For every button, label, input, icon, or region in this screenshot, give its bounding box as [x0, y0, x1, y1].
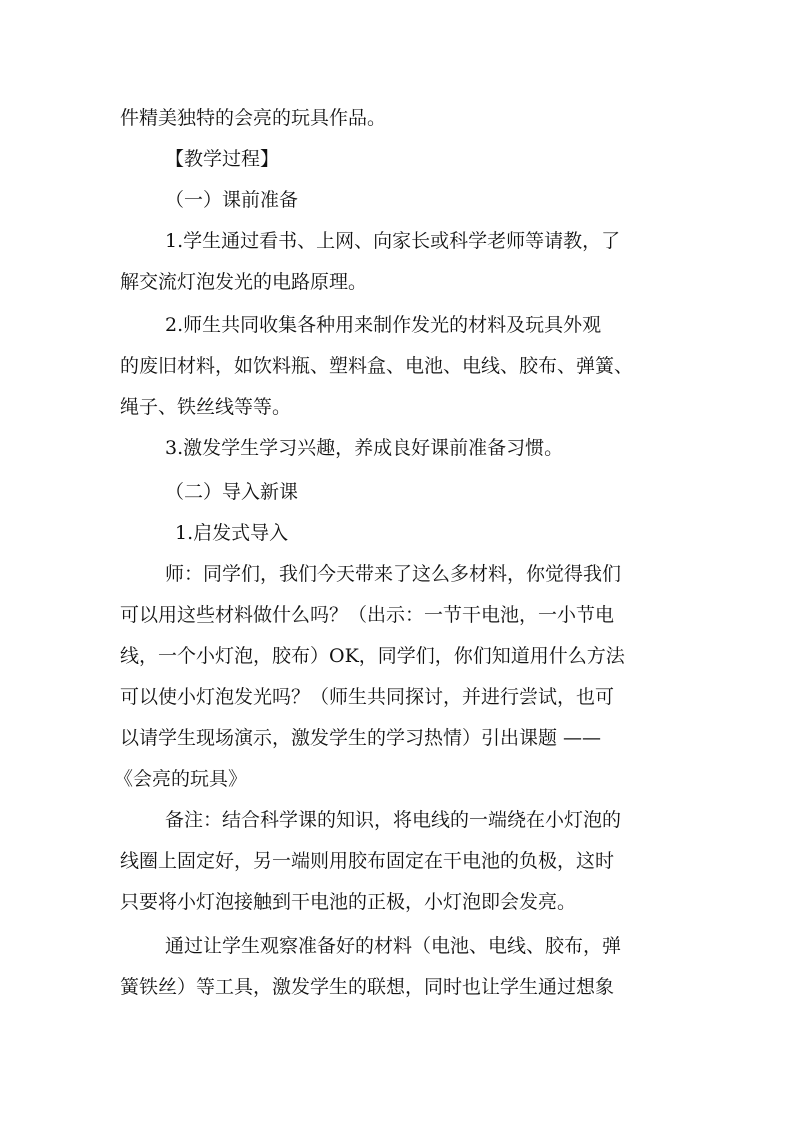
text-line-teacher-cont4: 以请学生现场演示，激发学生的学习热情）引出课题 —— [120, 727, 602, 749]
text-line-inspire: 1.启发式导入 [175, 522, 289, 544]
text-line-note-cont1: 线圈上固定好，另一端则用胶布固定在干电池的负极，这时 [120, 850, 615, 872]
text-line-item1-cont: 解交流灯泡发光的电路原理。 [120, 271, 368, 293]
text-line-observe-cont: 簧铁丝）等工具，激发学生的联想，同时也让学生通过想象 [120, 976, 615, 998]
text-line-note: 备注：结合科学课的知识，将电线的一端绕在小灯泡的 [165, 809, 622, 831]
text-line-teacher: 师：同学们，我们今天带来了这么多材料，你觉得我们 [165, 563, 622, 585]
subheading-intro: （二）导入新课 [165, 481, 299, 503]
text-line-continuation: 件精美独特的会亮的玩具作品。 [120, 107, 387, 129]
text-line-item2-cont2: 绳子、铁丝线等等。 [120, 396, 292, 418]
text-line-observe: 通过让学生观察准备好的材料（电池、电线、胶布，弹 [165, 935, 622, 957]
text-line-item3: 3.激发学生学习兴趣，养成良好课前准备习惯。 [165, 437, 564, 459]
subheading-preparation: （一）课前准备 [165, 189, 299, 211]
text-line-item2: 2.师生共同收集各种用来制作发光的材料及玩具外观 [165, 314, 602, 336]
text-line-teacher-cont2: 线，一个小灯泡，胶布）OK，同学们，你们知道用什么方法 [120, 645, 625, 667]
text-line-teacher-cont3: 可以使小灯泡发光吗？（师生共同探讨，并进行尝试，也可 [120, 686, 615, 708]
text-line-item2-cont: 的废旧材料，如饮料瓶、塑料盒、电池、电线、胶布、弹簧、 [120, 355, 634, 377]
text-line-lesson-title: 《会亮的玩具》 [114, 768, 248, 790]
text-line-note-cont2: 只要将小灯泡接触到干电池的正极，小灯泡即会发亮。 [120, 891, 577, 913]
section-heading-teaching-process: 【教学过程】 [165, 148, 280, 170]
text-line-teacher-cont1: 可以用这些材料做什么吗？（出示：一节干电池，一小节电 [120, 604, 615, 626]
text-line-item1: 1.学生通过看书、上网、向家长或科学老师等请教，了 [165, 230, 621, 252]
